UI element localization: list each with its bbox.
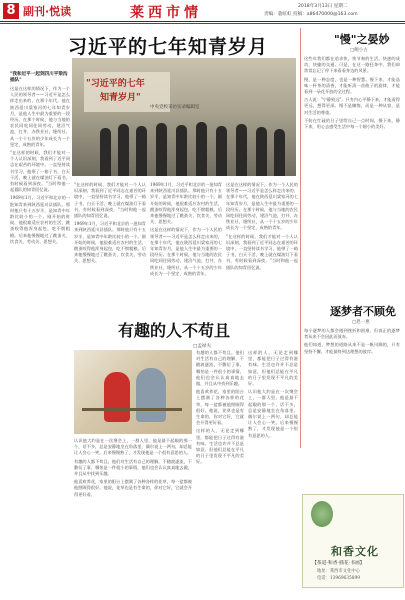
paragraph: 认识他大约是在一次聚会上，一群人里，他是最不起眼的那一个，话不多，总是安静地坐在角落里，偶尔说上一两句，却总能让人会心一笑。后来慢慢熟了，才发现他是一个很有意思的人。 [74,438,192,456]
photo-figure [176,125,187,176]
photo-figure [136,368,166,422]
paragraph: 1969年1月，习近平和北京的一批知青来到陕西延川县插队。那时他只有十五岁半，是知青中年龄比较小的一个。刚开始的时候，他很难适应农村的生活，跳蚤咬得他浑身起包，吃不惯粗粮。后来他慢慢地过了跳蚤关、饮食关、劳动关、思想关。 [74,221,146,264]
paragraph: 古人说："宁静致远"。只有内心平静下来，才能看得更远，想得更深。慢不是懒惰，而是一种从容，是对生活的尊重。 [304,97,400,115]
story2-headline: 有趣的人不苟且 [118,321,231,340]
paragraph: "在这样的时候，我们才能对一个人认识深刻，我看到了近平同志在艰苦的环境中，一直坚持读书学习，他带了一箱子书，白天干活，晚上就在煤油灯下看书，有时候看到深夜。"当时和他一起插队的知青回忆说。 [226,233,298,270]
ad-address: 地址：莱西市文化中心 [317,569,360,574]
story2-column-1 [74,438,192,596]
ad-title: 和香文化 [331,545,379,558]
main-headline: 习近平的七年知青岁月 [68,36,269,58]
paragraph: 每个逐梦的人都会遇到挫折和困难，但真正的逐梦者从来不会因此而放弃。 [304,328,400,340]
paragraph: 有趣的人都不苟且。他们对生活有自己的理解，不随波逐流，不敷衍了事。哪怕是一件很小的事情，他们也会认认真真地去做，并且从中找到乐趣。 [74,458,192,477]
photo-figure [104,372,130,422]
intro-heading: "我和近平一起到四川平梁沟插队" [10,72,68,83]
book-title-line2: 知青岁月" [100,93,141,103]
advertisement [302,494,404,588]
paragraph: 这样的人，无论走到哪里，都能把日子过得有滋有味。生活也许并不总是如意，但他们总能在平凡的日子里发现不平凡的美好。 [248,350,298,387]
paper-name: 莱西市情 [130,5,202,21]
paragraph: "在这样的时候，我们才能对一个人认识深刻，我看到了近平同志在艰苦的环境中，一直坚持读书学习，他带了一箱子书，白天干活，晚上就在煤油灯下看书，有时候看到深夜。"当时和他一起插队的知青回忆说。 [10,150,70,193]
paragraph: "在这样的时候，我们才能对一个人认识深刻，我看到了近平同志在艰苦的环境中，一直坚持读书学习，他带了一箱子书，白天干活，晚上就在煤油灯下看书，有时候看到深夜。"当时和他一起插队的知青回忆说。 [74,182,146,219]
essay1-body [304,56,400,296]
photo-table [82,408,182,411]
photo-figure [118,124,129,176]
book-author: 中央党校采访实录编辑室 [150,105,200,110]
photo-figure [274,129,285,176]
paragraph: 这是在这样的情况下，作为一个人民的领导者——习近平是怎么样走出来的，在那个年代，他在陕西延川梁家河的七年知青岁月，是他人生中最为重要的一段经历。在那个时候，他与当地的农民同吃同住同劳动，建沼气池，打井，办铁业社，缝纫社，从一个十五岁的少年成长为一个坚定、成熟的青年。 [10,86,70,147]
section-name: 副刊·悦读 [23,5,72,18]
paragraph: 这是在这样的情况下，作为一个人民的领导者——习近平是怎么样走出来的，在那个年代，他在陕西延川梁家河的七年知青岁月，是他人生中最为重要的一段经历。在那个时候，他与当地的农民同吃同住同劳动，建沼气池，打井，办铁业社，缝纫社，从一个十五岁的少年成长为一个坚定、成熟的青年。 [150,227,222,276]
editor-contact: 责编：蓑虹虹 投稿：a86470000@163.com [264,12,358,17]
column-divider [300,28,301,448]
paragraph: 这是在这样的情况下，作为一个人民的领导者——习近平是怎么样走出来的，在那个年代，他在陕西延川梁家河的七年知青岁月，是他人生中最为重要的一段经历。在那个时候，他与当地的农民同吃同住同劳动，建沼气池，打井，办铁业社，缝纫社，从一个十五岁的少年成长为一个坚定、成熟的青年。 [226,182,298,231]
story2-photo [74,350,192,434]
paragraph: 他喜欢养花，家里的阳台上摆满了各种各样的花草，每一盆都被他照顾得很好。他说，花草也是有生命的，你对它好，它就会开得更好看。 [196,389,244,426]
essay2-byline: □恩一惠 [352,320,370,325]
paragraph: 1969年1月，习近平和北京的一批知青来到陕西延川县插队。那时他只有十五岁半，是知青中年龄比较小的一个。刚开始的时候，他很难适应农村的生活，跳蚤咬得他浑身起包，吃不惯粗粮。后来他慢慢地过了跳蚤关、饮食关、劳动关、思想关。 [150,182,222,225]
paragraph: 1969年1月，习近平和北京的一批知青来到陕西延川县插队。那时他只有十五岁半，是知青中年龄比较小的一个。刚开始的时候，他很难适应农村的生活，跳蚤咬得他浑身起包，吃不惯粗粮。后来他慢慢地过了跳蚤关、饮食关、劳动关、思想关。 [10,195,70,244]
main-story-column-3 [150,182,222,310]
ad-tagline: 【茶道·和香·插花·书画】 [312,561,365,566]
masthead [0,0,405,22]
paragraph: 有趣的人都不苟且。他们对生活有自己的理解，不随波逐流，不敷衍了事。哪怕是一件很小的事情，他们也会认认真真地去做，并且从中找到乐趣。 [196,350,244,387]
story2-byline: □孟禄夫 [193,344,212,349]
page-number: 8 [3,3,19,19]
essay2-headline: 逐梦者不顾免 [330,305,396,318]
main-story-column-1 [10,86,70,496]
photo-figure [216,126,227,176]
main-story-column-2 [74,182,146,310]
paragraph: 这样的人，无论走到哪里，都能把日子过得有滋有味。生活也许并不总是如意，但他们总能在平凡的日子里发现不平凡的美好。 [196,428,244,465]
story2-column-2 [196,350,244,596]
paragraph: 他们知道，梦想的道路从来不是一帆风顺的，只有坚持不懈，才能最终到达理想的彼岸。 [304,342,400,354]
ad-phone: 电话：13969635899 [317,576,360,581]
paragraph: 他喜欢养花，家里的阳台上摆满了各种各样的花草，每一盆都被他照顾得很好。他说，花草也是有生命的，你对它好，它就会开得更好看。 [74,479,192,497]
book-title-line1: "习近平的七年 [86,79,145,89]
photo-figure [156,123,167,176]
tea-leaf-logo-icon [311,501,333,527]
essay1-byline: □鲍小古 [350,48,368,53]
header-rule [0,21,405,22]
photo-figure [136,126,147,176]
header-rule-accent [0,23,405,24]
photo-figure [256,127,267,176]
paragraph: 不妨在忙碌的日子里给自己一点时间，慢下来，静下来，用心去感受生活中每一个细小的美好。 [304,117,400,130]
issue-date: 2018年3月13日 星期二 [298,4,348,9]
photo-figure [100,128,111,176]
paragraph: 这些年我们都在追求快，快节奏的生活，快速的成功，快捷的交通。可是，在这一路狂奔中，我们却常常忘记了停下来看看身边的风景。 [304,56,400,74]
paragraph: 认识他大约是在一次聚会上，一群人里，他是最不起眼的那一个，话不多，总是安静地坐在角落里，偶尔说上一两句，却总能让人会心一笑。后来慢慢熟了，才发现他是一个很有意思的人。 [248,389,298,438]
story2-column-3 [248,350,298,596]
essay1-headline: "慢"之晏妙 [334,33,390,46]
essay2-body [304,328,400,488]
paragraph: 慢，是一种态度，也是一种智慧。慢下来，才能品味一杯茶的清香，才能听清一首曲子的旋律，才能看到一朵花开放的全过程。 [304,76,400,95]
main-story-column-4 [226,182,298,310]
photo-figure [236,124,247,176]
photo-figure [196,122,207,176]
